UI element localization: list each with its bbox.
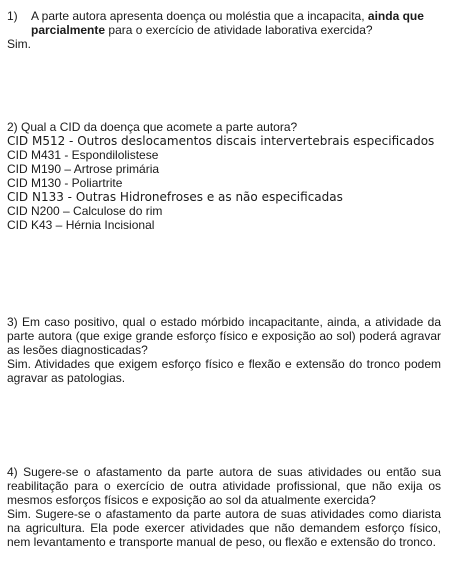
question-4-section	[7, 465, 441, 549]
question-1-number: 1)	[7, 9, 18, 23]
cid-list	[7, 134, 441, 232]
question-1-emphasis-2: parcialmente	[31, 23, 106, 37]
question-1-part2: para o exercício de atividade laborativa exercida?	[108, 23, 373, 37]
question-4: 4) Sugere-se o afastamento da parte autora de suas atividades ou então sua reabilitação para o exercício de outra atividade profissional, que não exija os mesmos esforços físicos e exposição ao sol da atualmente exercida?	[7, 465, 441, 507]
question-1-text	[31, 9, 441, 37]
answer-3: Sim. Atividades que exigem esforço físico e flexão e extensão do tronco podem agravar as patologias.	[7, 357, 441, 385]
answer-4: Sim. Sugere-se o afastamento da parte autora de suas atividades como diarista na agricultura. Ela pode exercer atividades que não demandem esforço físico, nem levantamento e transporte manual de peso, ou flexão e extensão do tronco.	[7, 507, 441, 549]
cid-item: CID N200 – Calculose do rim	[7, 204, 163, 218]
question-1	[7, 9, 441, 37]
cid-item: CID N133 - Outras Hidronefroses e as não especificadas	[7, 190, 343, 204]
question-2-section	[7, 120, 441, 232]
cid-item: CID M190 – Artrose primária	[7, 162, 160, 176]
answer-1: Sim.	[7, 37, 31, 51]
question-3: 3) Em caso positivo, qual o estado mórbido incapacitante, ainda, a atividade da parte autora (que exige grande esforço físico e exposição ao sol) poderá agravar as lesões diagnosticadas?	[7, 315, 441, 357]
question-2: 2) Qual a CID da doença que acomete a parte autora?	[7, 120, 298, 134]
cid-item: CID M130 - Poliartrite	[7, 176, 123, 190]
cid-item: CID K43 – Hérnia Incisional	[7, 218, 155, 232]
cid-item: CID M512 - Outros deslocamentos discais intervertebrais especificados	[7, 134, 435, 148]
cid-item: CID M431 - Espondilolistese	[7, 148, 159, 162]
question-1-part1: A parte autora apresenta doença ou moléstia que a incapacita,	[31, 9, 365, 23]
question-1-emphasis-1: ainda que	[367, 9, 424, 23]
question-3-section	[7, 315, 441, 385]
question-1-section	[7, 9, 441, 51]
